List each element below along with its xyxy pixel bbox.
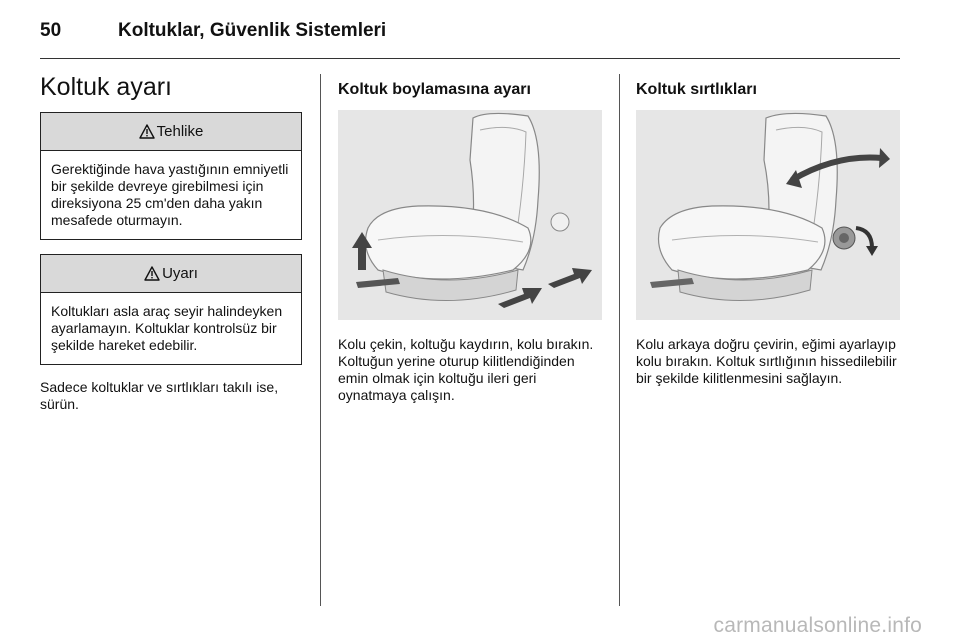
danger-box-header bbox=[41, 113, 301, 151]
danger-title: Tehlike bbox=[156, 123, 204, 140]
warning-box-header bbox=[41, 255, 301, 293]
column-divider-2 bbox=[619, 74, 620, 606]
danger-box bbox=[40, 112, 302, 240]
header-rule bbox=[40, 58, 900, 59]
seat-longitudinal-adjustment-illustration bbox=[338, 110, 602, 320]
column-seat-adjustment bbox=[40, 70, 302, 413]
warning-triangle-icon bbox=[144, 266, 160, 281]
watermark: carmanualsonline.info bbox=[713, 614, 922, 637]
warning-triangle-icon bbox=[139, 124, 155, 139]
column-backrest-adjustment bbox=[636, 70, 900, 387]
driving-note: Sadece koltuklar ve sırtlıkları takılı ise, sürün. bbox=[40, 379, 279, 412]
page-header bbox=[40, 20, 386, 42]
backrest-title: Koltuk sırtlıkları bbox=[636, 81, 757, 98]
chapter-title: Koltuklar, Güvenlik Sistemleri bbox=[118, 20, 387, 41]
column-divider-1 bbox=[320, 74, 321, 606]
backrest-text: Kolu arkaya doğru çevirin, eğimi ayarlayıp kolu bırakın. Koltuk sırtlığının hissedilebilir bir şekilde kilitlenmesini sağlayın. bbox=[636, 336, 897, 386]
page-number: 50 bbox=[40, 20, 62, 41]
longitudinal-text: Kolu çekin, koltuğu kaydırın, kolu bırakın. Koltuğun yerine oturup kilitlendiğinden emin olmak için koltuğu ileri geri oynatmaya çalışın. bbox=[338, 336, 594, 403]
column-longitudinal-adjustment bbox=[338, 70, 602, 404]
seat-backrest-adjustment-illustration bbox=[636, 110, 900, 320]
warning-box bbox=[40, 254, 302, 365]
danger-text: Gerektiğinde hava yastığının emniyetli bir şekilde devreye girebilmesi için direksiyona 25 cm'den daha yakın mesafede oturmayın. bbox=[51, 161, 289, 228]
section-title: Koltuk ayarı bbox=[40, 73, 173, 101]
warning-text: Koltukları asla araç seyir halindeyken ayarlamayın. Koltuklar kontrolsüz bir şekilde hareket edebilir. bbox=[51, 303, 283, 353]
warning-title: Uyarı bbox=[162, 265, 198, 282]
longitudinal-title: Koltuk boylamasına ayarı bbox=[338, 81, 531, 98]
